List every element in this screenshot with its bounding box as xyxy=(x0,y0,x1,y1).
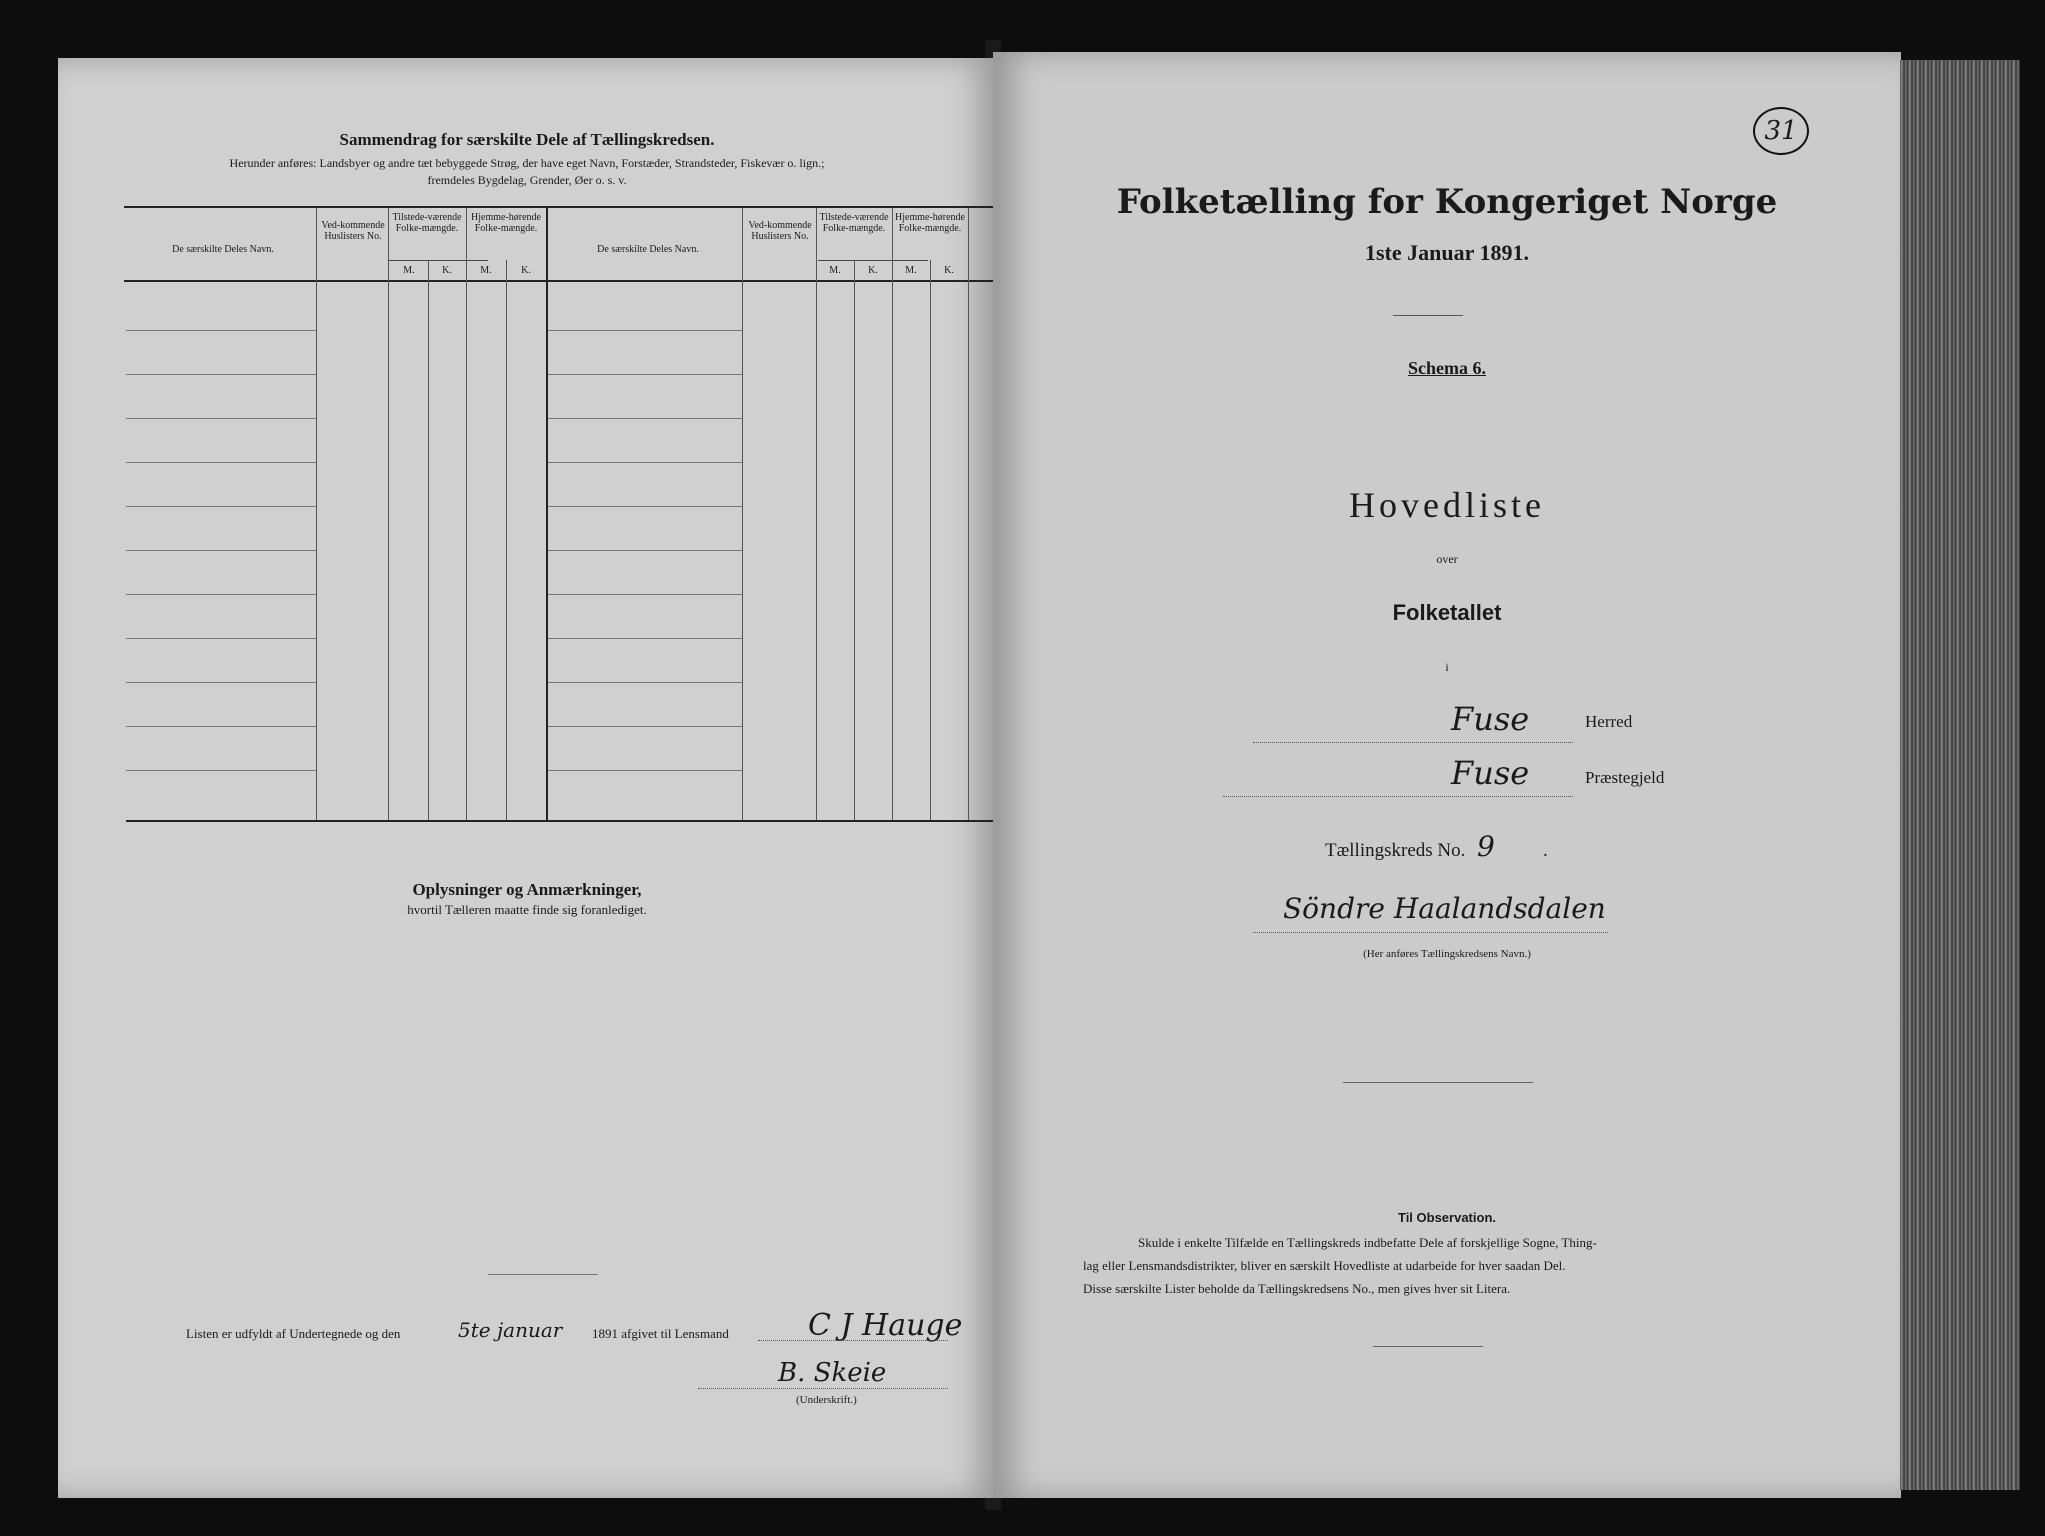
header-name-left: De særskilte Deles Navn. xyxy=(172,244,274,255)
header-huslister-left: Ved-kommende Huslisters No. xyxy=(321,220,385,242)
prestegjeld-value: Fuse xyxy=(1451,754,1530,792)
header-huslister-right: Ved-kommende Huslisters No. xyxy=(748,220,812,242)
separator-rule xyxy=(488,1274,598,1275)
page-edges xyxy=(1900,60,2020,1490)
header-m: M. xyxy=(905,265,917,276)
signer-2: B. Skeie xyxy=(778,1358,887,1388)
header-k: K. xyxy=(944,265,954,276)
observation-title: Til Observation. xyxy=(1397,1210,1496,1225)
kreds-label: Tællingskreds No. xyxy=(1325,840,1466,861)
main-title: Folketælling for Kongeriget Norge xyxy=(1116,182,1778,222)
signature-date: 5te januar xyxy=(458,1318,563,1342)
census-date: 1ste Januar 1891. xyxy=(1365,240,1529,265)
prestegjeld-label: Præstegjeld xyxy=(1585,768,1665,787)
kreds-number: 9 xyxy=(1477,830,1495,863)
hovedliste-heading: Hovedliste xyxy=(1349,485,1545,525)
remarks-subtitle: hvortil Tælleren maatte finde sig foranlediget. xyxy=(407,902,647,917)
kreds-name: Söndre Haalandsdalen xyxy=(1283,892,1606,925)
header-k: K. xyxy=(521,265,531,276)
signature-prefix: Listen er udfyldt af Undertegnede og den xyxy=(186,1326,401,1341)
signature-middle: 1891 afgivet til Lensmand xyxy=(592,1326,729,1341)
summary-note-1: Herunder anføres: Landsbyer og andre tæt bebyggede Strøg, der have eget Navn, Forstæder, Strandsteder, Fiskevær o. lign.; xyxy=(229,156,825,170)
folketallet-heading: Folketallet xyxy=(1392,600,1502,625)
underskrift-label: (Underskrift.) xyxy=(796,1394,857,1406)
herred-label: Herred xyxy=(1585,712,1633,731)
i-label: i xyxy=(1445,660,1449,674)
left-page xyxy=(58,58,996,1498)
header-name-right: De særskilte Deles Navn. xyxy=(597,244,699,255)
right-page: 31 Folketælling for Kongeriget Norge 1ste Januar 1891. Schema 6. Hovedliste over Folketallet i Fuse Herred Fuse Præstegjeld Tællingskreds No. 9 . Söndre Haalandsdalen (Her anføres Tællingskredsens Navn.) Til Observation. Skulde i enkelte Tilfælde en Tællingskreds indbefatte Dele af forskjellige Sogne, Thing- lag eller Lensmandsdistrikter, bliver en særskilt Hovedliste at udarbeide for hver saadan Del. Disse særskilte Lister beholde da Tællingskredsens No., men gives hver sit Litera. xyxy=(993,52,1901,1498)
summary-title: Sammendrag for særskilte Dele af Tællingskredsen. xyxy=(339,130,715,149)
header-m: M. xyxy=(480,265,492,276)
header-hjemme-right: Hjemme-hørende Folke-mængde. xyxy=(895,212,965,234)
header-tilstede-left: Tilstede-værende Folke-mængde. xyxy=(392,212,462,234)
observation-line-1: Skulde i enkelte Tilfælde en Tællingskreds indbefatte Dele af forskjellige Sogne, Thing- xyxy=(1138,1235,1597,1250)
kreds-name-note: (Her anføres Tællingskredsens Navn.) xyxy=(1363,948,1531,960)
header-k: K. xyxy=(442,265,452,276)
herred-value: Fuse xyxy=(1451,700,1530,738)
over-label: over xyxy=(1436,552,1458,566)
signer-1: C J Hauge xyxy=(808,1308,963,1343)
header-k: K. xyxy=(868,265,878,276)
header-m: M. xyxy=(403,265,415,276)
folio-number: 31 xyxy=(1753,107,1809,155)
header-tilstede-right: Tilstede-værende Folke-mængde. xyxy=(819,212,889,234)
observation-line-3: Disse særskilte Lister beholde da Tællingskredsens No., men gives hver sit Litera. xyxy=(1083,1281,1511,1296)
observation-line-2: lag eller Lensmandsdistrikter, bliver en særskilt Hovedliste at udarbeide for hver saadan Del. xyxy=(1083,1258,1566,1273)
summary-note-2: fremdeles Bygdelag, Grender, Øer o. s. v. xyxy=(427,173,627,187)
header-hjemme-left: Hjemme-hørende Folke-mængde. xyxy=(471,212,541,234)
schema-label: Schema 6. xyxy=(1408,358,1486,378)
remarks-title: Oplysninger og Anmærkninger, xyxy=(412,880,642,899)
header-m: M. xyxy=(829,265,841,276)
